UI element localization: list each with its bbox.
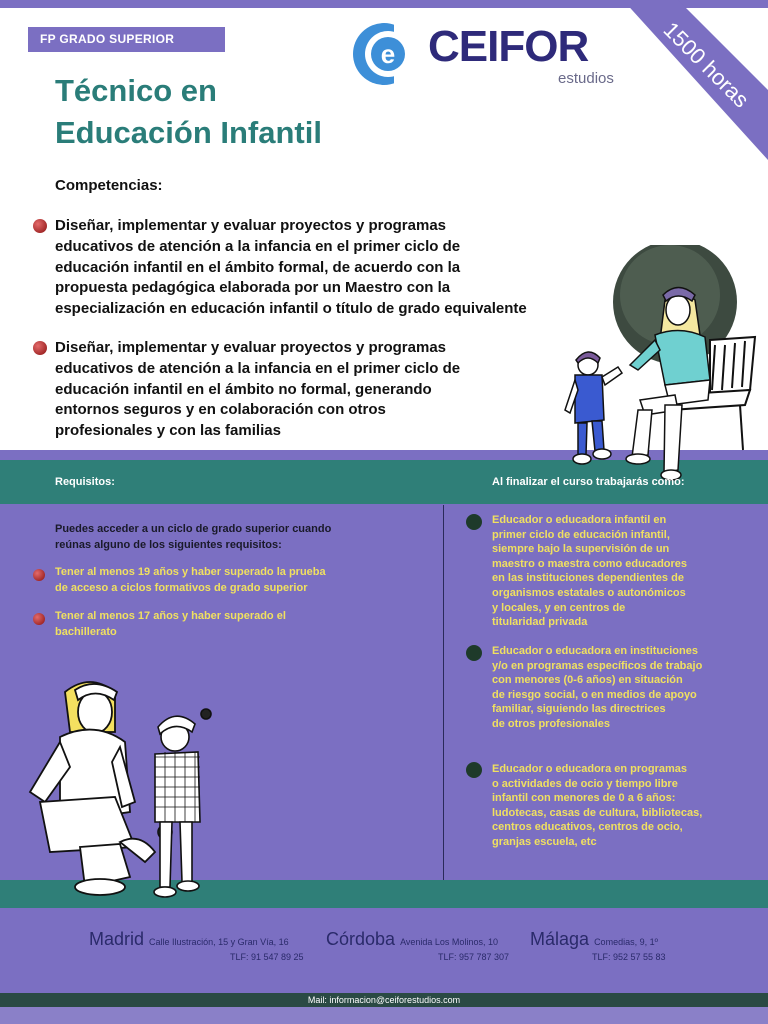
requisito-item-2 <box>55 609 385 640</box>
page-title <box>55 70 322 154</box>
competencia-1-line: Diseñar, implementar y evaluar proyectos y programas <box>55 217 447 234</box>
bullet-icon <box>33 613 45 625</box>
requisito-2-line: bachillerato <box>55 625 117 638</box>
salida-item-2 <box>492 644 752 732</box>
salida-item-3 <box>492 762 752 850</box>
salida-3-line: infantil con menores de 0 a 6 años: <box>492 792 676 805</box>
salida-3-line: ludotecas, casas de cultura, bibliotecas, <box>492 806 703 819</box>
salida-3-line: Educador o educadora en programas <box>492 763 687 775</box>
hours-label: 1500 horas <box>658 16 755 113</box>
logo-subtitle: estudios <box>558 70 614 87</box>
salida-2-line: con menores (0-6 años) en situación <box>492 674 683 687</box>
logo-mark-icon <box>348 22 422 86</box>
competencia-2-line: entornos seguros y en colaboración con otros <box>55 401 386 419</box>
salida-2-line: familiar, siguiendo las directrices <box>492 703 666 716</box>
logo-mark-letter: e <box>380 39 396 69</box>
requisito-2-line: Tener al menos 17 años y haber superado el <box>55 610 286 622</box>
salida-1-line: maestro o maestra como educadores <box>492 557 688 570</box>
title-line-2: Educación Infantil <box>55 115 322 150</box>
salida-3-line: o actividades de ocio y tiempo libre <box>492 777 678 790</box>
footer-strip <box>0 1007 768 1024</box>
competencia-1-line: especialización en educación infantil o título de grado equivalente <box>55 300 527 318</box>
city-madrid <box>89 929 289 950</box>
competencia-item-2 <box>55 338 460 442</box>
salida-1-line: titularidad privada <box>492 616 588 629</box>
ceifor-logo <box>348 22 648 92</box>
competencia-item-1 <box>55 216 527 320</box>
bullet-icon <box>33 219 47 233</box>
salida-1-line: organismos estatales o autonómicos <box>492 586 686 599</box>
bullet-icon <box>33 341 47 355</box>
city-name: Córdoba <box>326 929 396 949</box>
competencia-1-line: educativos de atención a la infancia en el primer ciclo de <box>55 237 461 255</box>
woman-child-bench-illustration <box>560 245 760 485</box>
city-malaga <box>530 929 658 950</box>
requisitos-intro-line: Puedes acceder a un ciclo de grado superior cuando <box>55 523 332 535</box>
requisito-1-line: Tener al menos 19 años y haber superado la prueba <box>55 566 326 578</box>
city-cordoba <box>326 929 498 950</box>
requisitos-heading: Requisitos: <box>55 476 115 488</box>
salida-item-1 <box>492 513 752 630</box>
salidas-heading: Al finalizar el curso trabajarás como: <box>492 476 685 488</box>
tlf-cordoba: TLF: 957 787 307 <box>438 952 510 962</box>
competencia-2-line: educación infantil en el ámbito no formal, generando <box>55 380 432 398</box>
salida-1-line: primer ciclo de educación infantil, <box>492 528 670 541</box>
competencia-1-line: propuesta pedagógica elaborada por un Maestro con la <box>55 279 451 297</box>
city-name: Málaga <box>530 929 590 949</box>
bullet-icon <box>466 514 482 530</box>
city-address: Comedias, 9, 1º <box>594 937 658 947</box>
city-address: Calle Ilustración, 15 y Gran Vía, 16 <box>149 937 289 947</box>
requisitos-intro-line: reúnas alguno de los siguientes requisitos: <box>55 539 282 551</box>
salida-3-line: granjas escuela, etc <box>492 835 597 848</box>
salida-3-line: centros educativos, centros de ocio, <box>492 821 683 834</box>
salida-2-line: de riesgo social, o en medios de apoyo <box>492 688 697 701</box>
contact-mail[interactable]: Mail: informacion@ceiforestudios.com <box>0 993 768 1007</box>
salida-1-line: y locales, y en centros de <box>492 601 626 614</box>
tlf-malaga: TLF: 952 57 55 83 <box>592 952 666 962</box>
column-divider <box>443 505 444 880</box>
requisitos-intro <box>55 521 385 553</box>
title-line-1: Técnico en <box>55 73 217 108</box>
requisito-item-1 <box>55 565 385 596</box>
tlf-madrid: TLF: 91 547 89 25 <box>230 952 304 962</box>
salida-1-line: en las instituciones dependientes de <box>492 572 684 585</box>
salida-1-line: Educador o educadora infantil en <box>492 514 667 526</box>
footer <box>0 908 768 993</box>
salida-2-line: y/o en programas específicos de trabajo <box>492 659 703 672</box>
city-address: Avenida Los Molinos, 10 <box>400 937 498 947</box>
competencias-heading: Competencias: <box>55 177 163 194</box>
competencia-2-line: educativos de atención a la infancia en el primer ciclo de <box>55 359 461 377</box>
logo-text: CEIFOR <box>428 22 589 71</box>
competencia-2-line: Diseñar, implementar y evaluar proyectos y programas <box>55 339 447 356</box>
city-name: Madrid <box>89 929 145 949</box>
salida-1-line: siempre bajo la supervisión de un <box>492 543 670 556</box>
salida-2-line: Educador o educadora en instituciones <box>492 645 698 657</box>
bullet-icon <box>33 569 45 581</box>
bullet-icon <box>466 645 482 661</box>
grado-badge: FP GRADO SUPERIOR <box>28 27 225 52</box>
hours-ribbon <box>608 0 768 160</box>
competencia-2-line: profesionales y con las familias <box>55 422 281 440</box>
woman-child-kneeling-illustration <box>20 672 220 912</box>
bullet-icon <box>466 762 482 778</box>
salida-2-line: de otros profesionales <box>492 717 610 730</box>
requisito-1-line: de acceso a ciclos formativos de grado superior <box>55 581 308 594</box>
competencia-1-line: educación infantil en el ámbito formal, de acuerdo con la <box>55 258 461 276</box>
